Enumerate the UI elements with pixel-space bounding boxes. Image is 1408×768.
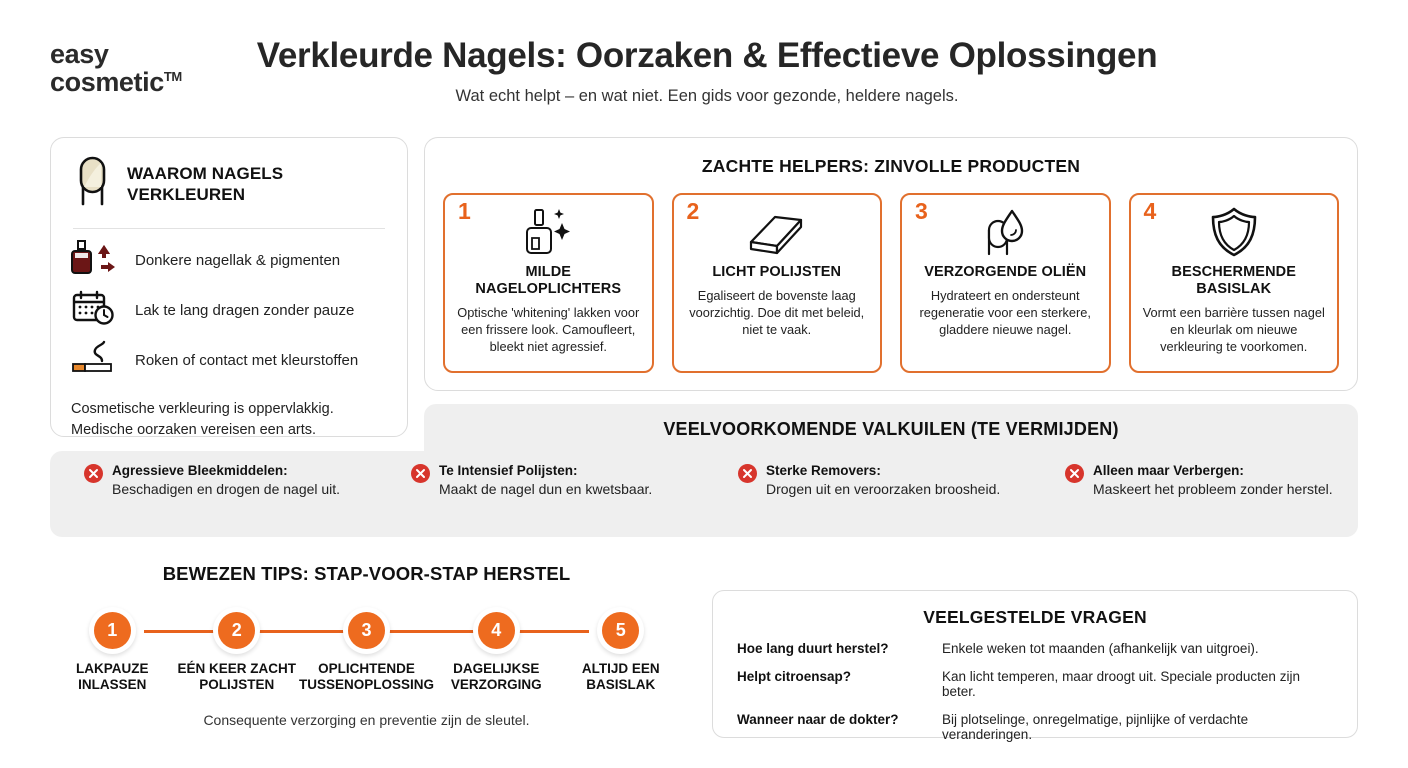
product-card-1[interactable] bbox=[443, 193, 654, 373]
nail-polish-sparkle-icon bbox=[454, 205, 643, 259]
product-card-2[interactable] bbox=[672, 193, 883, 373]
causes-footnote-line-2: Medische oorzaken vereisen een arts. bbox=[71, 422, 317, 439]
product-card-title: LICHT POLIJSTEN bbox=[712, 264, 842, 280]
product-card-desc: Optische 'whitening' lakken voor een frissere look. Camoufleert, bleekt niet agressief. bbox=[457, 304, 640, 354]
cause-label-1: Donkere nagellak & pigmenten bbox=[135, 251, 341, 269]
step-label: DAGELIJKSE VERZORGING bbox=[450, 661, 542, 693]
divider bbox=[73, 228, 385, 229]
causes-panel bbox=[50, 137, 408, 437]
causes-panel-header bbox=[71, 154, 387, 215]
error-x-icon bbox=[738, 464, 757, 483]
product-card-desc: Hydrateert en ondersteunt regeneratie voor een sterkere, gladdere nieuwe nagel. bbox=[919, 287, 1091, 337]
fingernail-icon bbox=[71, 154, 113, 215]
buffer-block-icon bbox=[683, 205, 872, 259]
step-number: 3 bbox=[348, 612, 385, 649]
brand-line-2: cosmetic bbox=[50, 67, 164, 98]
step-number: 4 bbox=[478, 612, 515, 649]
step-item-1[interactable] bbox=[50, 605, 175, 693]
cause-label-2: Lak te lang dragen zonder pauze bbox=[135, 301, 355, 319]
pitfall-head: Alleen maar Verbergen: bbox=[1093, 463, 1244, 478]
faq-answer: Enkele weken tot maanden (afhankelijk van uitgroei). bbox=[942, 641, 1259, 656]
pitfall-item-2 bbox=[377, 463, 704, 497]
steps-list bbox=[50, 605, 683, 693]
faq-row-1 bbox=[737, 641, 1333, 656]
step-item-3[interactable] bbox=[299, 605, 434, 693]
product-card-number: 2 bbox=[686, 198, 700, 224]
header bbox=[248, 36, 1166, 106]
faq-row-2 bbox=[737, 669, 1333, 699]
product-card-list bbox=[425, 193, 1357, 373]
brand-line-1: easy bbox=[50, 39, 109, 69]
step-number: 5 bbox=[602, 612, 639, 649]
step-label: LAKPAUZE INLASSEN bbox=[76, 661, 149, 693]
faq-answer: Kan licht temperen, maar droogt uit. Speciale producten zijn beter. bbox=[942, 669, 1300, 699]
causes-footnote bbox=[71, 399, 387, 441]
faq-title: VEELGESTELDE VRAGEN bbox=[923, 607, 1147, 627]
faq-question: Wanneer naar de dokter? bbox=[737, 712, 899, 727]
faq-row-3 bbox=[737, 712, 1333, 742]
step-label: EÉN KEER ZACHT POLIJSTEN bbox=[177, 661, 296, 693]
pitfall-sub: Drogen uit en veroorzaken broosheid. bbox=[766, 481, 1001, 497]
pitfalls-list bbox=[50, 463, 1358, 497]
step-item-4[interactable] bbox=[434, 605, 559, 693]
step-number: 2 bbox=[218, 612, 255, 649]
faq-panel bbox=[712, 590, 1358, 742]
step-number: 1 bbox=[94, 612, 131, 649]
page-subtitle: Wat echt helpt – en wat niet. Een gids voor gezonde, heldere nagels. bbox=[455, 87, 959, 105]
error-x-icon bbox=[84, 464, 103, 483]
cause-label-3: Roken of contact met kleurstoffen bbox=[135, 351, 359, 369]
pitfall-item-4 bbox=[1031, 463, 1358, 497]
product-card-3[interactable] bbox=[900, 193, 1111, 373]
product-card-4[interactable] bbox=[1129, 193, 1340, 373]
brand-logo bbox=[50, 40, 182, 97]
products-panel-title: ZACHTE HELPERS: ZINVOLLE PRODUCTEN bbox=[701, 156, 1081, 176]
cause-row-2 bbox=[71, 285, 387, 335]
error-x-icon bbox=[1065, 464, 1084, 483]
product-card-title: VERZORGENDE OLIËN bbox=[924, 264, 1087, 280]
product-card-title: BESCHERMENDE BASISLAK bbox=[1171, 264, 1296, 297]
pitfall-head: Agressieve Bleekmiddelen: bbox=[112, 463, 288, 478]
step-label: OPLICHTENDE TUSSENOPLOSSING bbox=[299, 661, 435, 693]
error-x-icon bbox=[411, 464, 430, 483]
pitfall-head: Sterke Removers: bbox=[766, 463, 881, 478]
pitfalls-title: VEELVOORKOMENDE VALKUILEN (TE VERMIJDEN) bbox=[663, 419, 1119, 439]
steps-footnote: Consequente verzorging en preventie zijn de sleutel. bbox=[203, 712, 530, 728]
pitfall-sub: Maskeert het probleem zonder herstel. bbox=[1093, 481, 1333, 497]
product-card-desc: Egaliseert de bovenste laag voorzichtig. Doe dit met beleid, niet te vaak. bbox=[689, 287, 865, 337]
pitfall-head: Te Intensief Polijsten: bbox=[439, 463, 578, 478]
faq-question: Helpt citroensap? bbox=[737, 669, 852, 684]
step-item-2[interactable] bbox=[175, 605, 300, 693]
product-card-title: MILDE NAGELOPLICHTERS bbox=[475, 264, 622, 297]
pitfall-sub: Beschadigen en drogen de nagel uit. bbox=[112, 481, 341, 497]
nail-polish-bottle-arrows-icon bbox=[71, 240, 119, 281]
faq-question: Hoe lang duurt herstel? bbox=[737, 641, 889, 656]
cause-row-3 bbox=[71, 335, 387, 385]
product-card-number: 4 bbox=[1143, 198, 1157, 224]
product-card-number: 3 bbox=[915, 198, 928, 224]
product-card-desc: Vormt een barrière tussen nagel en kleurlak om nieuwe verkleuring te voorkomen. bbox=[1142, 304, 1325, 354]
step-label: ALTIJD EEN BASISLAK bbox=[581, 661, 660, 693]
steps-timeline bbox=[50, 605, 683, 700]
faq-answer: Bij plotselinge, onregelmatige, pijnlijke of verdachte veranderingen. bbox=[942, 712, 1249, 742]
causes-panel-title: WAAROM NAGELS VERKLEUREN bbox=[127, 164, 284, 204]
pitfall-item-3 bbox=[704, 463, 1031, 497]
causes-footnote-line-1: Cosmetische verkleuring is oppervlakkig. bbox=[71, 401, 334, 417]
products-panel bbox=[424, 137, 1358, 391]
pitfall-sub: Maakt de nagel dun en kwetsbaar. bbox=[439, 481, 653, 497]
oil-drop-nail-icon bbox=[911, 205, 1100, 259]
trademark-symbol: TM bbox=[163, 69, 182, 85]
cause-row-1 bbox=[71, 235, 387, 285]
steps-title: BEWEZEN TIPS: STAP-VOOR-STAP HERSTEL bbox=[162, 563, 571, 584]
pitfall-item-1 bbox=[50, 463, 377, 497]
page-title: Verkleurde Nagels: Oorzaken & Effectieve Oplossingen bbox=[256, 36, 1158, 75]
cigarette-smoke-icon bbox=[71, 340, 119, 381]
shield-icon bbox=[1140, 205, 1329, 259]
calendar-clock-icon bbox=[71, 290, 119, 331]
product-card-number: 1 bbox=[458, 198, 471, 224]
step-item-5[interactable] bbox=[559, 605, 684, 693]
